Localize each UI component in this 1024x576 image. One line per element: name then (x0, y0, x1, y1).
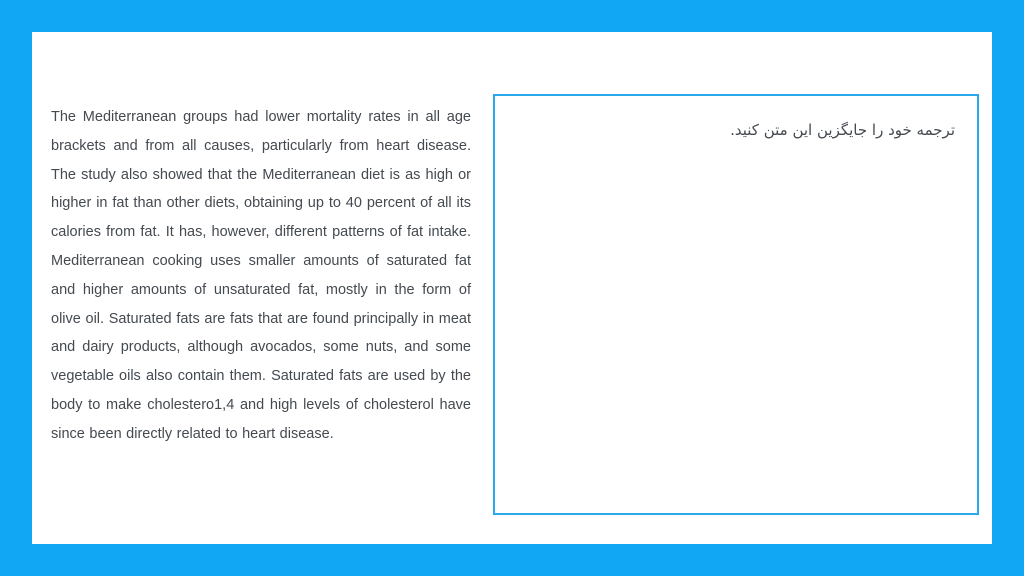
slide-panel (32, 32, 992, 544)
english-paragraph: The Mediterranean groups had lower mortality rates in all age brackets and from all causes, particularly from heart disease. The study also showed that the Mediterranean diet is as high or higher in fat than other diets, obtaining up to 40 percent of all its calories from fat. It has, however, different patterns of fat intake. Mediterranean cooking uses smaller amounts of saturated fat and higher amounts of unsaturated fat, mostly in the form of olive oil. Saturated fats are fats that are found principally in meat and dairy products, although avocados, some nuts, and some vegetable oils also contain them. Saturated fats are used by the body to make cholestero1,4 and high levels of cholesterol have since been directly related to heart disease. (51, 109, 471, 442)
translation-box[interactable] (493, 94, 979, 515)
translation-placeholder[interactable]: ترجمه خود را جایگزین این متن کنید. (730, 121, 955, 139)
